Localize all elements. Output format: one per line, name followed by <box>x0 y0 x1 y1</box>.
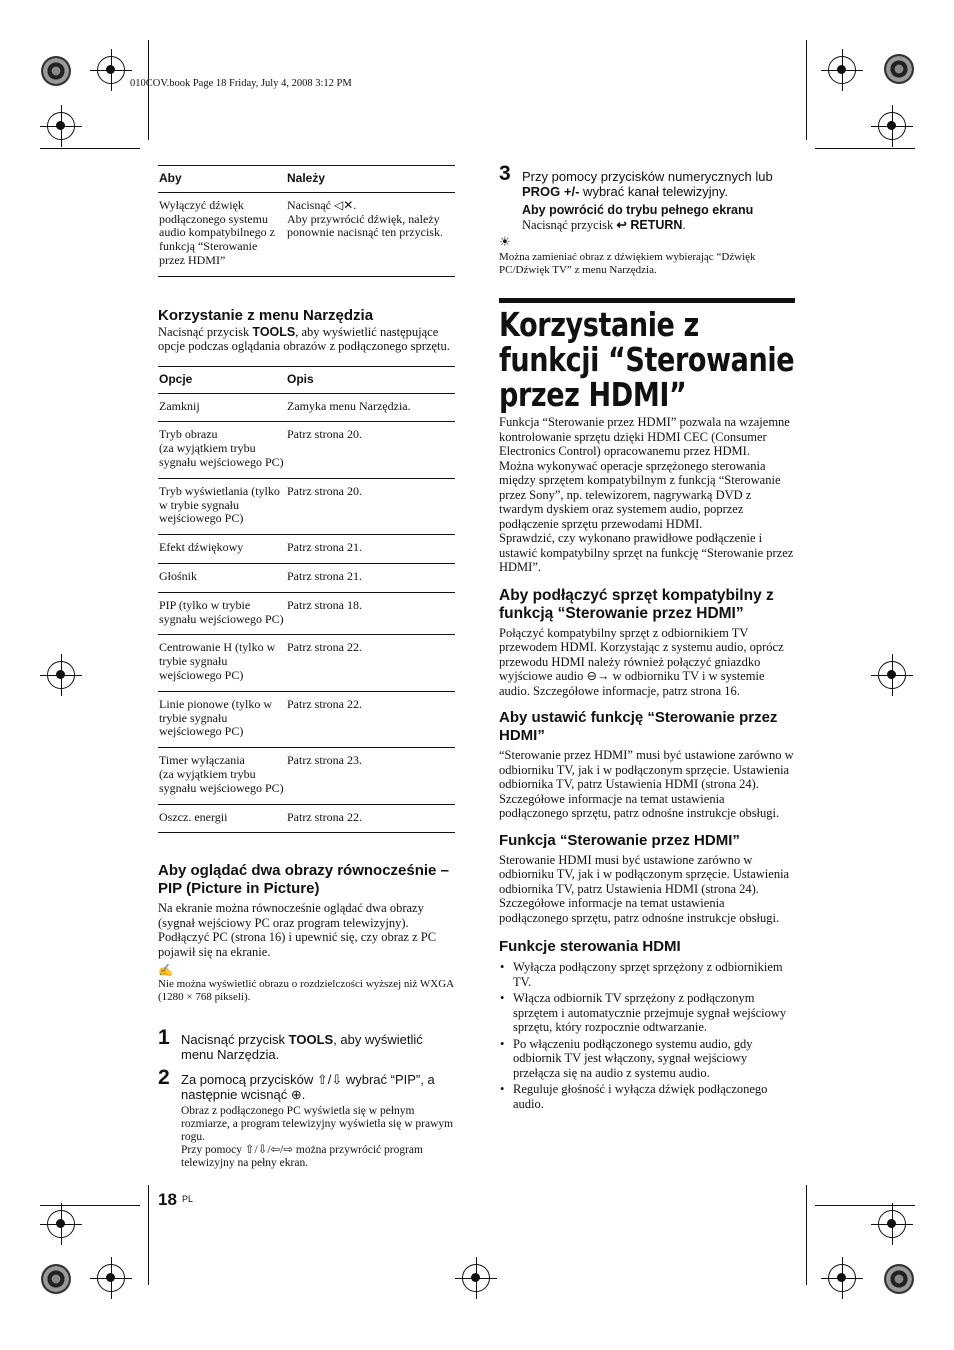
table-cell: Patrz strona 20. <box>286 422 455 478</box>
table-cell: Patrz strona 21. <box>286 535 455 564</box>
intro-paragraph: Można wykonywać operacje sprzężonego sterowania między sprzętem kompatybilnym z funkcją “Sterowanie przez Sony”, np. telewizorem, nagrywarką DVD z twardym dyskiem oraz systemem audio, poprzez podłączenie sprzętu przewodami HDMI. <box>499 458 781 531</box>
text: Przy pomocy przycisków numerycznych lub <box>522 169 773 184</box>
section-heading: Aby oglądać dwa obrazy równocześnie – PIP (Picture in Picture) <box>158 862 449 897</box>
right-column <box>499 415 795 1113</box>
step-number: 1 <box>158 1026 170 1049</box>
table-cell: Zamyka menu Narzędzia. <box>286 393 455 422</box>
table-cell: Wyłączyć dźwięk podłączonego systemu audio kompatybilnego z funkcją “Sterowanie przez HDMI” <box>158 192 286 276</box>
registration-mark-icon <box>878 661 906 689</box>
table-cell: Tryb obrazu (za wyjątkiem trybu sygnału wejściowego PC) <box>158 422 286 478</box>
registration-mark-icon <box>828 56 856 84</box>
tip-text: Można zamieniać obraz z dźwiękiem wybierając “Dźwięk PC/Dźwięk TV” z menu Narzędzia. <box>499 251 756 276</box>
table-row <box>158 422 455 478</box>
table-row <box>158 748 455 804</box>
text: , aby wyświetlić następujące opcje podczas oglądania obrazów z podłączonego sprzętu. <box>158 324 450 354</box>
table-cell: Efekt dźwiękowy <box>158 535 286 564</box>
table-row <box>158 635 455 691</box>
table-row <box>158 691 455 747</box>
crop-line <box>815 1205 915 1206</box>
mute-table <box>158 165 455 277</box>
step-text <box>522 169 797 199</box>
text: wybrać kanał telewizyjny. <box>579 184 729 199</box>
intro-paragraph: Funkcja “Sterowanie przez HDMI” pozwala na wzajemne kontrolowanie sprzętu dzięki HDMI CEC (Consumer Electronics Control) opracowanemu przez HDMI. <box>499 415 790 458</box>
table-header: Opis <box>286 366 455 393</box>
step-subtext <box>522 218 686 233</box>
step-text: Za pomocą przycisków ⇧/⇩ wybrać “PIP”, a następnie wcisnąć ⊕. <box>181 1072 435 1102</box>
section-body: Sterowanie HDMI musi być ustawione zarówno w odbiorniku TV, jak i w podłączonym sprzęcie. Ustawienia odbiornika TV, patrz Ustawienia HDMI (strona 24). Szczegółowe informacje na temat ustawienia podłączonego sprzętu, patrz odnośne instrukcje obsługi. <box>499 852 790 925</box>
table-cell: Patrz strona 20. <box>286 478 455 534</box>
prog-key: PROG +/- <box>522 184 580 199</box>
registration-mark-icon <box>462 1264 490 1292</box>
table-cell: Tryb wyświetlania (tylko w trybie sygnału wejściowego PC) <box>158 478 286 534</box>
crop-line <box>148 1185 149 1285</box>
registration-disc-icon <box>41 1264 71 1294</box>
step-text <box>181 1032 441 1062</box>
table-cell: Patrz strona 18. <box>286 592 455 635</box>
table-cell: Patrz strona 22. <box>286 691 455 747</box>
section-heading: Funkcja “Sterowanie przez HDMI” <box>499 831 740 849</box>
crop-line <box>806 1185 807 1285</box>
registration-mark-icon <box>47 661 75 689</box>
step-number: 2 <box>158 1066 170 1089</box>
table-cell: Patrz strona 23. <box>286 748 455 804</box>
section-body: “Sterowanie przez HDMI” musi być ustawione zarówno w odbiorniku TV, jak i w podłączonym sprzęcie. Ustawienia odbiornika TV, patrz Ustawienia HDMI (strona 24). Szczegółowe informacje na temat ustawienia podłączonego sprzętu, patrz odnośne instrukcje obsługi. <box>499 748 794 820</box>
section-body: Na ekranie można równocześnie oglądać dwa obrazy (sygnał wejściowy PC oraz program telewizyjny). Podłączyć PC (strona 16) i upewnić się, czy obraz z PC pojawił się na ekranie. <box>158 901 437 959</box>
table-row <box>158 478 455 534</box>
page-number: 18 <box>158 1190 177 1209</box>
file-info: 010COV.book Page 18 Friday, July 4, 2008 3:12 PM <box>130 78 352 89</box>
list-item: • Po włączeniu podłączonego systemu audio, gdy odbiornik TV jest włączony, sygnał wejściowy przełącza się na audio z systemu audio. <box>499 1037 795 1081</box>
step-subheading: Aby powrócić do trybu pełnego ekranu <box>522 203 754 217</box>
section-heading: Aby podłączyć sprzęt kompatybilny z funkcją “Sterowanie przez HDMI” <box>499 586 774 622</box>
table-cell: Zamknij <box>158 393 286 422</box>
page-title: Korzystanie z funkcji “Sterowanie przez HDMI” <box>499 305 795 414</box>
section-heading: Funkcje sterowania HDMI <box>499 938 681 955</box>
table-row <box>158 192 455 276</box>
table-cell: Linie pionowe (tylko w trybie sygnału wejściowego PC) <box>158 691 286 747</box>
tools-key: TOOLS <box>252 324 296 339</box>
text: Nacisnąć przycisk <box>522 218 617 232</box>
table-cell: Nacisnąć ◁✕. Aby przywrócić dźwięk, należy ponownie nacisnąć ten przycisk. <box>286 192 455 276</box>
section-body: Połączyć kompatybilny sprzęt z odbiornikiem TV przewodem HDMI. Korzystając z systemu audio, oprócz przewodu HDMI należy również połączyć gniazdko wyjściowe audio ⊖→ w odbiorniku TV i w systemie audio. Szczegółowe informacje, patrz strona 16. <box>499 625 784 698</box>
registration-mark-icon <box>878 112 906 140</box>
registration-mark-icon <box>47 1210 75 1238</box>
section-heading: Aby ustawić funkcję “Sterowanie przez HDMI” <box>499 709 778 744</box>
section-heading: Korzystanie z menu Narzędzia <box>158 306 374 324</box>
registration-disc-icon <box>884 54 914 84</box>
step-number: 3 <box>499 162 511 185</box>
title-rule <box>499 298 795 303</box>
crop-line <box>815 148 915 149</box>
text: . <box>682 218 686 232</box>
registration-disc-icon <box>884 1264 914 1294</box>
table-cell: Oszcz. energii <box>158 804 286 833</box>
list-item: • Włącza odbiornik TV sprzężony z podłączonym sprzętem i automatycznie przejmuje sygnał wejściowy sprzętu, który rozpocznie odtwarzanie. <box>499 991 795 1035</box>
page-language: PL <box>182 1194 194 1204</box>
crop-line <box>40 148 140 149</box>
note-text: Nie można wyświetlić obrazu o rozdzielczości wyższej niż WXGA (1280 × 768 pikseli). <box>158 978 454 1003</box>
table-row <box>158 804 455 833</box>
tools-options-table <box>158 366 455 834</box>
table-cell: Timer wyłączania (za wyjątkiem trybu sygnału wejściowego PC) <box>158 748 286 804</box>
table-cell: Patrz strona 22. <box>286 635 455 691</box>
table-cell: Głośnik <box>158 563 286 592</box>
intro-paragraph: Sprawdzić, czy wykonano prawidłowe podłączenie i ustawić kompatybilny sprzęt na funkcję “Sterowanie przez HDMI”. <box>499 531 794 574</box>
pip-section <box>158 862 455 1004</box>
list-item: • Wyłącza podłączony sprzęt sprzężony z odbiornikiem TV. <box>499 960 795 989</box>
table-cell: Centrowanie H (tylko w trybie sygnału wejściowego PC) <box>158 635 286 691</box>
table-header: Aby <box>158 166 286 193</box>
list-item: • Reguluje głośność i wyłącza dźwięk podłączonego audio. <box>499 1082 795 1111</box>
table-header: Należy <box>286 166 455 193</box>
table-row <box>158 592 455 635</box>
crop-line <box>806 40 807 140</box>
features-list <box>499 960 795 1111</box>
table-cell: PIP (tylko w trybie sygnału wejściowego PC) <box>158 592 286 635</box>
tip-icon: ☀ <box>499 234 511 249</box>
return-key: ↩ RETURN <box>616 218 683 232</box>
crop-line <box>148 40 149 140</box>
left-column <box>158 165 455 833</box>
table-cell: Patrz strona 22. <box>286 804 455 833</box>
section-body <box>158 325 455 354</box>
step-detail: Obraz z podłączonego PC wyświetla się w pełnym rozmiarze, a program telewizyjny wyświetla się w prawym rogu. Przy pomocy ⇧/⇩/⇦/⇨ można przywrócić program telewizyjny na pełny ekran. <box>181 1105 454 1169</box>
text: Nacisnąć przycisk <box>181 1032 289 1047</box>
table-row <box>158 393 455 422</box>
registration-mark-icon <box>878 1210 906 1238</box>
registration-mark-icon <box>47 112 75 140</box>
table-row <box>158 563 455 592</box>
crop-line <box>40 1205 140 1206</box>
registration-mark-icon <box>97 56 125 84</box>
table-header: Opcje <box>158 366 286 393</box>
table-row <box>158 535 455 564</box>
main-title-box <box>499 307 795 412</box>
text: , aby wyświetlić menu Narzędzia. <box>181 1032 423 1062</box>
table-cell: Patrz strona 21. <box>286 563 455 592</box>
registration-mark-icon <box>97 1264 125 1292</box>
text: Nacisnąć przycisk <box>158 324 253 339</box>
note-icon: ✍ <box>158 963 173 977</box>
tools-key: TOOLS <box>288 1032 334 1047</box>
registration-disc-icon <box>41 56 71 86</box>
registration-mark-icon <box>828 1264 856 1292</box>
